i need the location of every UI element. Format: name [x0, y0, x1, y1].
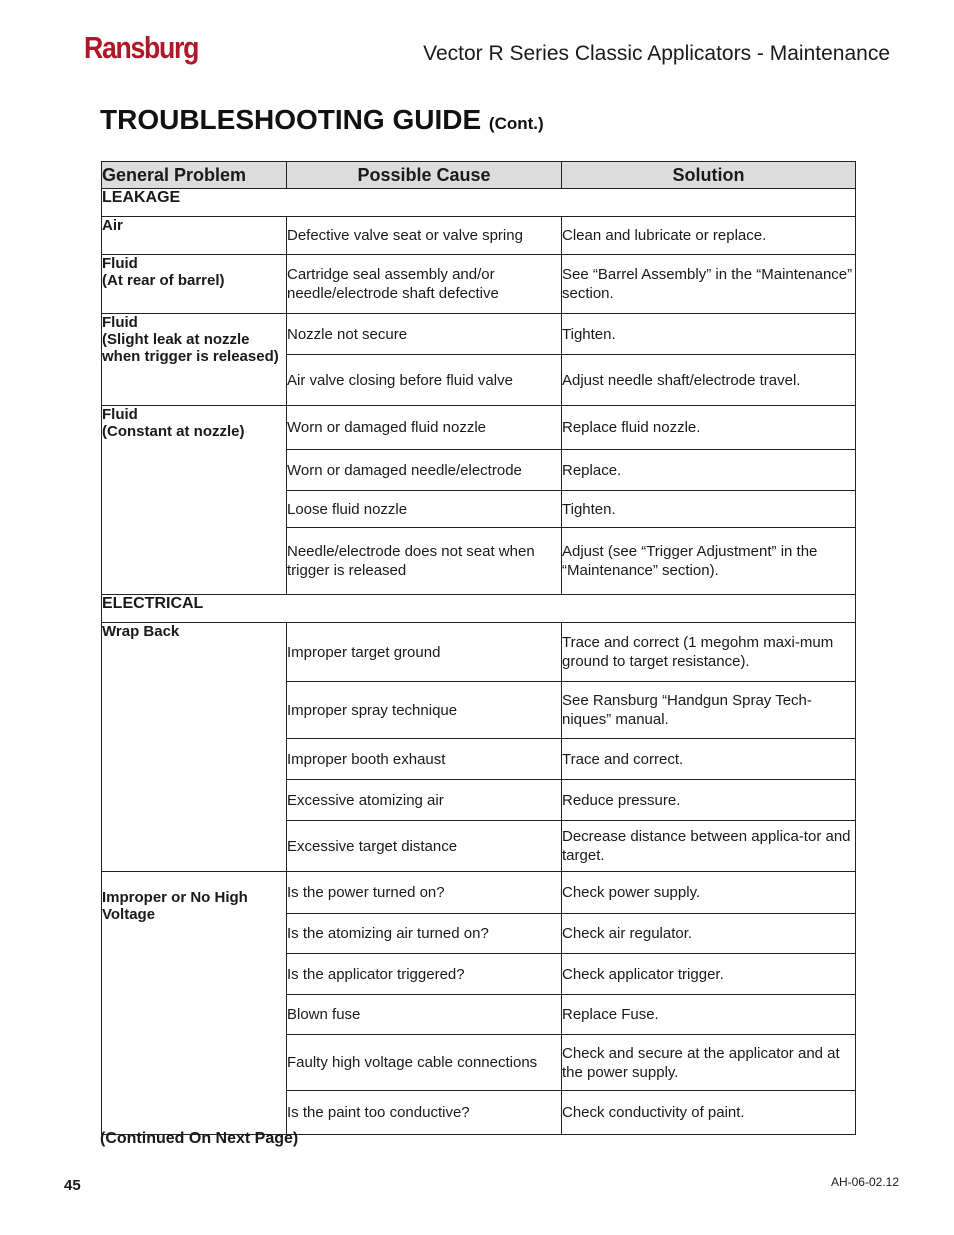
cause-text: Defective valve seat or valve spring [287, 227, 523, 244]
solution-text: Decrease distance between applica-tor and target. [562, 828, 851, 864]
ransburg-logo: Ransburg [84, 30, 199, 65]
header-solution: Solution [562, 162, 856, 189]
cause-text: Air valve closing before fluid valve [287, 371, 513, 389]
problem-label: (At rear of barrel) [102, 272, 225, 289]
solution-cell [562, 623, 856, 682]
header-general-problem: General Problem [102, 162, 287, 189]
cause-cell [287, 1091, 562, 1135]
cause-cell [287, 355, 562, 406]
solution-cell [562, 872, 856, 914]
table-header-row [102, 162, 856, 189]
solution-cell [562, 314, 856, 355]
cause-text: Is the applicator triggered? [287, 965, 465, 983]
cause-cell [287, 1035, 562, 1091]
solution-cell [562, 780, 856, 821]
header-possible-cause: Possible Cause [287, 162, 562, 189]
section-row [102, 595, 856, 623]
cause-cell [287, 528, 562, 595]
cause-cell [287, 682, 562, 739]
problem-cell [102, 255, 287, 314]
solution-text: Check air regulator. [562, 925, 693, 942]
problem-cell [102, 406, 287, 595]
solution-cell [562, 1091, 856, 1135]
cause-text: Worn or damaged fluid nozzle [287, 419, 486, 436]
solution-text: Check and secure at the applicator and at the power supply. [562, 1044, 840, 1081]
cause-cell [287, 872, 562, 914]
cause-cell [287, 739, 562, 780]
cause-cell [287, 954, 562, 995]
problem-label: Fluid [102, 314, 138, 331]
header-title: Vector R Series Classic Applicators - Maintenance [423, 42, 890, 65]
cause-cell [287, 780, 562, 821]
cause-text: Is the paint too conductive? [287, 1104, 470, 1121]
problem-cell [102, 314, 287, 406]
heading-suffix: (Cont.) [488, 114, 544, 133]
cause-cell [287, 491, 562, 528]
solution-cell [562, 995, 856, 1035]
problem-label: (Constant at nozzle) [102, 423, 245, 440]
page-heading [100, 104, 544, 136]
problem-label: Fluid [102, 406, 138, 423]
solution-text: Check conductivity of paint. [562, 1104, 745, 1121]
problem-label: (Slight leak at nozzle when trigger is released) [102, 331, 279, 365]
cause-text: Is the atomizing air turned on? [287, 925, 489, 942]
table-row [102, 872, 856, 914]
solution-text: Check applicator trigger. [562, 965, 724, 983]
table-row [102, 217, 856, 255]
cause-text: Excessive atomizing air [287, 791, 444, 809]
cause-cell [287, 406, 562, 450]
solution-text: Check power supply. [562, 884, 701, 901]
section-row [102, 189, 856, 217]
solution-text: Replace. [562, 461, 622, 479]
problem-cell [102, 872, 287, 1135]
page-number: 45 [64, 1177, 81, 1194]
section-title: LEAKAGE [102, 189, 856, 217]
section-title: ELECTRICAL [102, 595, 856, 623]
cause-cell [287, 314, 562, 355]
cause-text: Faulty high voltage cable connections [287, 1054, 538, 1071]
cause-text: Improper spray technique [287, 701, 458, 719]
solution-cell [562, 739, 856, 780]
table-row [102, 314, 856, 355]
cause-text: Is the power turned on? [287, 884, 445, 901]
solution-text: Adjust (see “Trigger Adjustment” in the “Maintenance” section). [562, 543, 818, 579]
cause-cell [287, 450, 562, 491]
solution-cell [562, 491, 856, 528]
solution-text: Tighten. [562, 325, 616, 343]
solution-cell [562, 406, 856, 450]
cause-text: Worn or damaged needle/electrode [287, 461, 522, 479]
solution-cell [562, 450, 856, 491]
heading-text: TROUBLESHOOTING GUIDE [100, 104, 482, 135]
solution-cell [562, 682, 856, 739]
table-row [102, 623, 856, 682]
cause-text: Nozzle not secure [287, 325, 408, 343]
cause-text: Cartridge seal assembly and/or needle/electrode shaft defective [287, 266, 499, 302]
solution-text: Replace Fuse. [562, 1006, 659, 1023]
solution-text: Tighten. [562, 500, 616, 518]
cause-cell [287, 995, 562, 1035]
cause-text: Excessive target distance [287, 837, 458, 855]
cause-cell [287, 623, 562, 682]
cause-cell [287, 255, 562, 314]
solution-cell [562, 821, 856, 872]
solution-text: Trace and correct (1 megohm maxi-mum ground to target resistance). [562, 634, 834, 670]
solution-cell [562, 217, 856, 255]
solution-text: Replace fluid nozzle. [562, 419, 701, 436]
cause-text: Loose fluid nozzle [287, 500, 408, 518]
table-row [102, 255, 856, 314]
table-row [102, 406, 856, 450]
problem-cell [102, 217, 287, 255]
cause-text: Needle/electrode does not seat when trigger is released [287, 543, 535, 579]
solution-cell [562, 255, 856, 314]
problem-label: Air [102, 217, 123, 234]
cause-cell [287, 821, 562, 872]
problem-cell [102, 623, 287, 872]
cause-text: Blown fuse [287, 1006, 361, 1023]
solution-text: See Ransburg “Handgun Spray Tech-niques” manual. [562, 692, 812, 728]
solution-text: Trace and correct. [562, 750, 684, 768]
solution-text: Reduce pressure. [562, 791, 681, 809]
cause-cell [287, 217, 562, 255]
problem-label: Wrap Back [102, 623, 180, 640]
solution-cell [562, 1035, 856, 1091]
solution-cell [562, 914, 856, 954]
cause-text: Improper target ground [287, 643, 441, 661]
solution-text: Clean and lubricate or replace. [562, 227, 767, 244]
document-code: AH-06-02.12 [830, 1175, 899, 1189]
cause-cell [287, 914, 562, 954]
continued-note: (Continued On Next Page) [100, 1130, 299, 1147]
solution-text: See “Barrel Assembly” in the “Maintenance” section. [562, 266, 853, 302]
cause-text: Improper booth exhaust [287, 750, 446, 768]
solution-cell [562, 954, 856, 995]
problem-label: Fluid [102, 255, 138, 272]
problem-label: Improper or No High Voltage [102, 889, 248, 923]
solution-cell [562, 355, 856, 406]
solution-text: Adjust needle shaft/electrode travel. [562, 371, 801, 389]
troubleshooting-table [101, 161, 856, 1135]
solution-cell [562, 528, 856, 595]
